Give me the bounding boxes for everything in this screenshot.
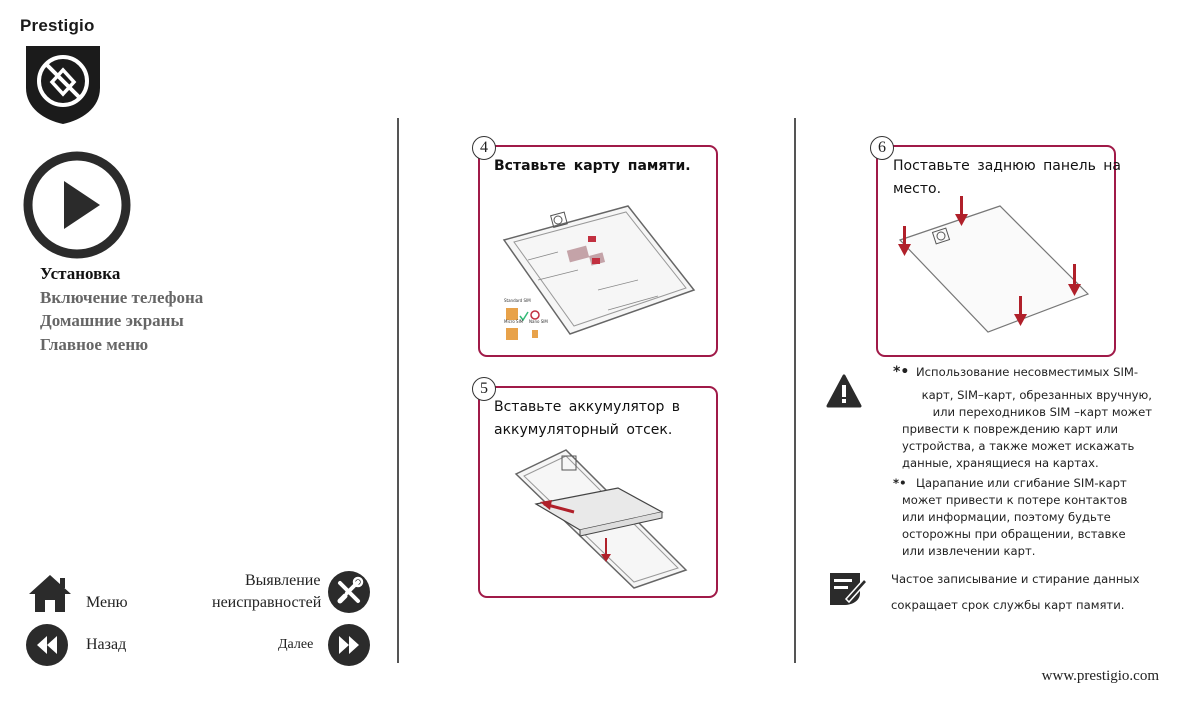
step-6-text-2: место. xyxy=(893,181,942,197)
next-label[interactable]: Далее xyxy=(278,637,314,652)
step-4-number: 4 xyxy=(472,136,496,160)
next-icon[interactable] xyxy=(328,624,370,666)
sim-label-nano: Nano SIM xyxy=(529,319,548,324)
battery-insert-illustration xyxy=(510,444,700,590)
note-icon xyxy=(826,567,868,607)
warning-bullet-1-line-3: или переходников SIM –карт может xyxy=(932,405,1152,419)
nav-item-main-menu[interactable]: Главное меню xyxy=(40,334,149,354)
warning-bullet-1-line-1: Использование несовместимых SIM- xyxy=(916,365,1139,379)
sim-label-standard: Standard SIM xyxy=(504,298,531,303)
step-4-text: Вставьте карту памяти. xyxy=(494,158,691,174)
nav-item-home-screens[interactable]: Домашние экраны xyxy=(40,311,184,330)
website-url[interactable]: www.prestigio.com xyxy=(1041,668,1159,684)
divider-left xyxy=(397,118,399,663)
warning-bullet-2-line-5: или извлечении карт. xyxy=(902,544,1036,558)
brand-name: Prestigio xyxy=(20,16,95,35)
sidebar-nav xyxy=(40,262,203,356)
back-icon[interactable] xyxy=(26,624,68,666)
troubleshoot-label-2[interactable]: неисправностей xyxy=(212,594,322,611)
warning-bullet-2-line-4: осторожны при обращении, вставке xyxy=(902,527,1126,541)
menu-label[interactable]: Меню xyxy=(86,594,128,611)
prestigio-logo xyxy=(22,42,104,126)
step-5-text-2: аккумуляторный отсек. xyxy=(494,422,673,438)
step-6-text-1: Поставьте заднюю панель на xyxy=(893,158,1122,174)
back-label[interactable]: Назад xyxy=(86,636,127,653)
nav-item-power-on[interactable]: Включение телефона xyxy=(40,287,204,307)
sim-label-micro: Micro SIM xyxy=(504,319,524,324)
warning-icon xyxy=(826,374,862,408)
bullet-1-marker: *• xyxy=(893,364,910,380)
note-line-1: Частое записывание и стирание данных xyxy=(891,572,1140,586)
back-cover-illustration xyxy=(892,196,1092,336)
troubleshoot-label-1[interactable]: Выявление xyxy=(245,572,321,589)
warning-bullet-1-line-5: устройства, а также может искажать xyxy=(902,439,1135,453)
warning-bullet-2-line-2: может привести к потере контактов xyxy=(902,493,1128,507)
warning-bullet-1-line-2: карт, SIM–карт, обрезанных вручную, xyxy=(921,388,1152,402)
step-5-number: 5 xyxy=(472,377,496,401)
bullet-2-marker: *• xyxy=(893,476,907,490)
warning-bullet-1-line-6: данные, хранящиеся на картах. xyxy=(902,456,1099,470)
divider-right xyxy=(794,118,796,663)
tools-icon[interactable] xyxy=(328,571,370,613)
warning-bullet-2-line-3: или информации, поэтому будьте xyxy=(902,510,1111,524)
step-5-text-1: Вставьте аккумулятор в xyxy=(494,399,681,415)
play-icon[interactable] xyxy=(22,150,132,260)
note-line-2: сокращает срок службы карт памяти. xyxy=(891,598,1125,612)
warning-bullet-2-line-1: Царапание или сгибание SIM-карт xyxy=(916,476,1127,490)
nav-item-installation[interactable]: Установка xyxy=(40,264,121,283)
warning-bullet-1-line-4: привести к повреждению карт или xyxy=(902,422,1119,436)
home-icon[interactable] xyxy=(26,572,74,614)
step-6-number: 6 xyxy=(870,136,894,160)
